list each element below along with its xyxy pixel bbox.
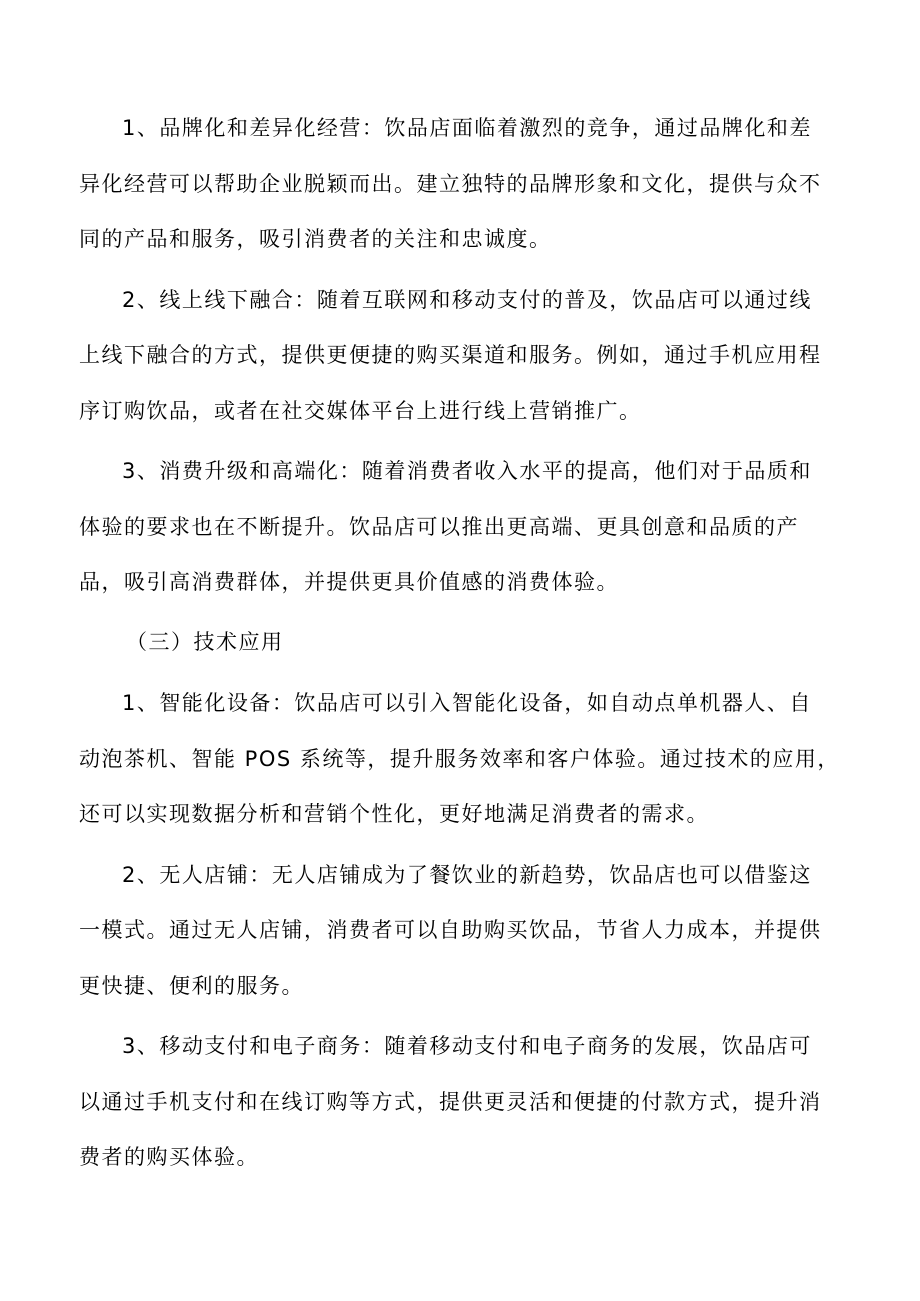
line-text: 以通过手机支付和在线订购等方式，提供更灵活和便捷的付款方式，提升消 bbox=[79, 1090, 822, 1114]
line-text: 动泡茶机、智能 POS 系统等，提升服务效率和客户体验。通过技术的应用， bbox=[79, 747, 840, 771]
line-text: 2、无人店铺：无人店铺成为了餐饮业的新趋势，饮品店也可以借鉴这 bbox=[122, 863, 812, 887]
line-text: 3、移动支付和电子商务：随着移动支付和电子商务的发展，饮品店可 bbox=[122, 1034, 812, 1058]
line-text: 异化经营可以帮助企业脱颖而出。建立独特的品牌形象和文化，提供与众不 bbox=[79, 172, 822, 196]
line-text: 1、智能化设备：饮品店可以引入智能化设备，如自动点单机器人、自 bbox=[122, 691, 812, 715]
line-text: 还可以实现数据分析和营销个性化，更好地满足消费者的需求。 bbox=[79, 802, 709, 826]
line-text: 2、线上线下融合：随着互联网和移动支付的普及，饮品店可以通过线 bbox=[122, 288, 812, 312]
line-text: 费者的购买体验。 bbox=[79, 1145, 259, 1169]
line-text: 同的产品和服务，吸引消费者的关注和忠诚度。 bbox=[79, 227, 552, 251]
line-text: 体验的要求也在不断提升。饮品店可以推出更高端、更具创意和品质的产 bbox=[79, 515, 799, 539]
line-text: 一模式。通过无人店铺，消费者可以自助购买饮品，节省人力成本，并提供 bbox=[79, 918, 822, 942]
section-heading: （三）技术应用 bbox=[126, 630, 284, 654]
line-text: 品，吸引高消费群体，并提供更具价值感的消费体验。 bbox=[79, 570, 619, 594]
line-text: 3、消费升级和高端化：随着消费者收入水平的提高，他们对于品质和 bbox=[122, 459, 812, 483]
line-text: 1、品牌化和差异化经营：饮品店面临着激烈的竞争，通过品牌化和差 bbox=[122, 116, 812, 140]
line-text: 上线下融合的方式，提供更便捷的购买渠道和服务。例如，通过手机应用程 bbox=[79, 343, 822, 367]
line-text: 更快捷、便利的服务。 bbox=[79, 974, 304, 998]
line-text: 序订购饮品，或者在社交媒体平台上进行线上营销推广。 bbox=[79, 399, 642, 423]
